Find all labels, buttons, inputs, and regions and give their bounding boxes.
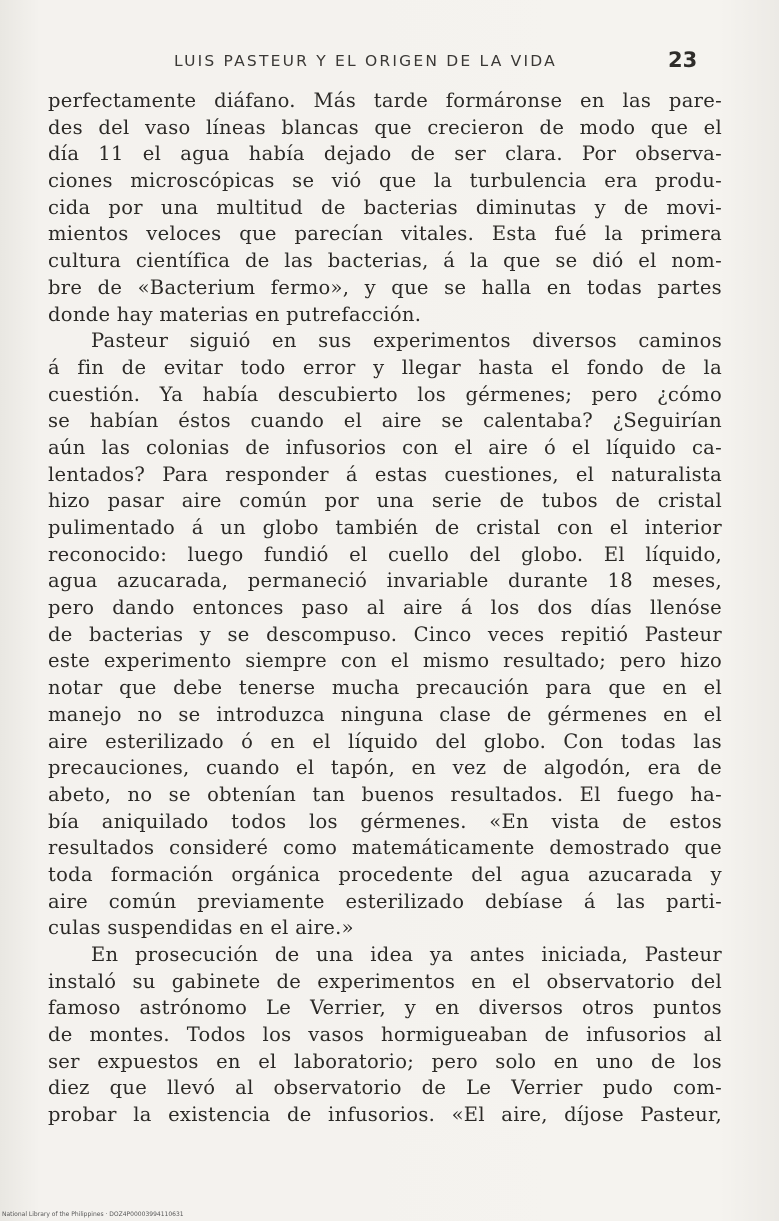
text-line: precauciones, cuando el tapón, en vez de algodón, era de xyxy=(48,756,722,780)
text-line: aire común previamente esterilizado debíase á las parti- xyxy=(48,889,722,913)
text-line: manejo no se introduzca ninguna clase de gérmenes en el xyxy=(48,702,722,726)
text-line: bía aniquilado todos los gérmenes. «En vista de estos xyxy=(48,809,722,833)
page-header xyxy=(0,50,779,80)
text-line: agua azucarada, permaneció invariable durante 18 meses, xyxy=(48,569,722,593)
text-line: perfectamente diáfano. Más tarde formáronse en las pare- xyxy=(48,89,722,112)
text-line: á fin de evitar todo error y llegar hasta el fondo de la xyxy=(48,355,722,379)
text-line: Pasteur siguió en sus experimentos diversos caminos xyxy=(91,329,722,353)
text-line: toda formación orgánica procedente del agua azucarada y xyxy=(48,862,722,886)
text-line: notar que debe tenerse mucha precaución para que en el xyxy=(48,676,722,700)
text-line: este experimento siempre con el mismo resultado; pero hizo xyxy=(48,649,722,673)
text-line: de montes. Todos los vasos hormigueaban de infusorios al xyxy=(48,1023,722,1047)
library-footer-note: National Library of the Philippines · DOZ4P00003994110631 xyxy=(2,1211,184,1218)
text-line: hizo pasar aire común por una serie de tubos de cristal xyxy=(48,489,722,513)
text-line: ser expuestos en el laboratorio; pero solo en uno de los xyxy=(48,1049,722,1073)
text-line: aún las colonias de infusorios con el aire ó el líquido ca- xyxy=(48,435,722,459)
page-number: 23 xyxy=(668,48,698,72)
text-line: cida por una multitud de bacterias diminutas y de movi- xyxy=(48,195,722,219)
text-line: famoso astrónomo Le Verrier, y en diversos otros puntos xyxy=(48,996,722,1020)
text-line: pero dando entonces paso al aire á los dos días llenóse xyxy=(48,596,722,620)
text-line: instaló su gabinete de experimentos en el observatorio del xyxy=(48,969,722,993)
text-line: día 11 el agua había dejado de ser clara. Por observa- xyxy=(48,142,722,166)
text-line: reconocido: luego fundió el cuello del globo. El líquido, xyxy=(48,542,722,566)
text-line: culas suspendidas en el aire.» xyxy=(48,916,354,940)
text-line: bre de «Bacterium fermo», y que se halla en todas partes xyxy=(48,275,722,299)
text-line: donde hay materias en putrefacción. xyxy=(48,302,422,326)
text-line: mientos veloces que parecían vitales. Esta fué la primera xyxy=(48,222,722,246)
text-line: abeto, no se obtenían tan buenos resultados. El fuego ha- xyxy=(48,782,722,806)
text-line: cuestión. Ya había descubierto los gérmenes; pero ¿cómo xyxy=(48,382,722,406)
text-line: diez que llevó al observatorio de Le Verrier pudo com- xyxy=(48,1076,722,1100)
text-line: aire esterilizado ó en el líquido del globo. Con todas las xyxy=(48,729,722,753)
text-line: resultados consideré como matemáticamente demostrado que xyxy=(48,836,722,860)
text-line: se habían éstos cuando el aire se calentaba? ¿Seguirían xyxy=(48,409,722,433)
running-title: LUIS PASTEUR Y EL ORIGEN DE LA VIDA xyxy=(174,52,557,70)
body-text xyxy=(48,88,722,1129)
text-line: pulimentado á un globo también de cristal con el interior xyxy=(48,516,722,539)
text-line: lentados? Para responder á estas cuestiones, el naturalista xyxy=(48,462,722,486)
text-line: probar la existencia de infusorios. «El aire, díjose Pasteur, xyxy=(48,1103,722,1127)
text-line: des del vaso líneas blancas que crecieron de modo que el xyxy=(48,115,722,139)
text-line: cultura científica de las bacterias, á la que se dió el nom- xyxy=(48,249,722,273)
text-line: de bacterias y se descompuso. Cinco veces repitió Pasteur xyxy=(48,622,722,646)
text-line: ciones microscópicas se vió que la turbulencia era produ- xyxy=(48,169,722,193)
text-line: En prosecución de una idea ya antes iniciada, Pasteur xyxy=(91,943,722,966)
